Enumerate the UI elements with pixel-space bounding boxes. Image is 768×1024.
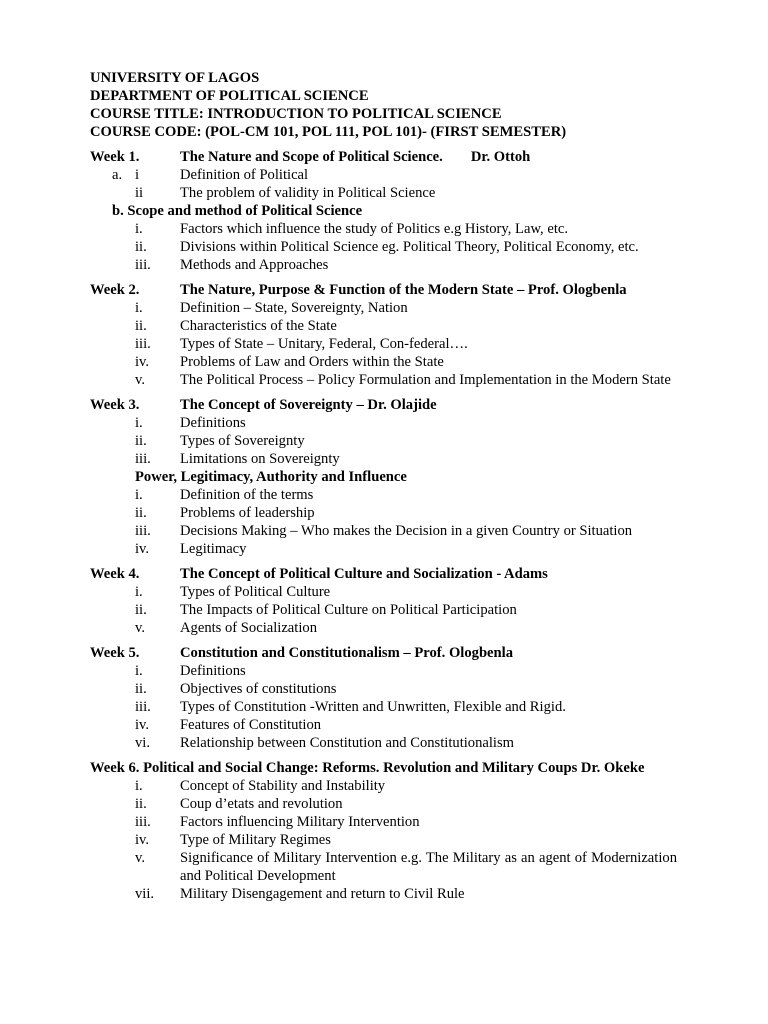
item-marker: v. [135, 620, 145, 636]
item-marker: vii. [135, 886, 155, 902]
week-label: Week 4. [90, 566, 140, 582]
item-text: Types of Political Culture [180, 584, 331, 600]
item-text: Relationship between Constitution and Constitutionalism [180, 735, 515, 751]
item-marker: iii. [135, 336, 151, 352]
item-text: Agents of Socialization [180, 620, 317, 636]
item-marker: ii. [135, 602, 147, 618]
item-text: Coup d’etats and revolution [180, 796, 343, 812]
section-heading [90, 202, 678, 220]
list-item [90, 716, 678, 734]
item-marker: i. [135, 221, 143, 237]
item-text: Factors which influence the study of Politics e.g History, Law, etc. [180, 221, 568, 237]
week-title: The Nature, Purpose & Function of the Modern State – Prof. Ologbenla [180, 282, 627, 298]
item-text: Definition – State, Sovereignty, Nation [180, 300, 408, 316]
item-marker: iii. [135, 257, 151, 273]
list-item [90, 220, 678, 238]
item-text: The problem of validity in Political Science [180, 185, 436, 201]
list-item [90, 698, 678, 716]
list-item [90, 238, 678, 256]
item-text: Types of Sovereignty [180, 433, 305, 449]
item-text: Problems of leadership [180, 505, 315, 521]
item-marker: iii. [135, 523, 151, 539]
item-marker: iv. [135, 541, 150, 557]
item-marker: ii [135, 185, 144, 201]
week-6-heading [90, 759, 678, 777]
item-marker: i. [135, 300, 143, 316]
week-5-heading [90, 644, 678, 662]
item-marker: vi. [135, 735, 150, 751]
item-text: Methods and Approaches [180, 257, 329, 273]
item-marker: ii. [135, 505, 147, 521]
list-item [90, 371, 678, 389]
week-title-text: The Nature and Scope of Political Science. [180, 149, 443, 165]
item-text: Decisions Making – Who makes the Decision in a given Country or Situation [180, 523, 633, 539]
list-item [90, 353, 678, 371]
week-1-heading [90, 148, 678, 166]
list-item [90, 540, 678, 558]
list-item [90, 256, 678, 274]
list-item [90, 486, 678, 504]
list-item [90, 583, 678, 601]
item-marker: iv. [135, 832, 150, 848]
item-text: Features of Constitution [180, 717, 322, 733]
list-item [90, 450, 678, 468]
item-marker: i. [135, 584, 143, 600]
item-text: Problems of Law and Orders within the State [180, 354, 444, 370]
item-marker: ii. [135, 433, 147, 449]
list-item [90, 601, 678, 619]
item-text: Military Disengagement and return to Civil Rule [180, 886, 465, 902]
item-text: Definitions [180, 663, 246, 679]
item-text: Types of Constitution -Written and Unwritten, Flexible and Rigid. [180, 699, 566, 715]
list-item [90, 166, 678, 184]
item-marker: i. [135, 487, 143, 503]
item-marker: v. [135, 372, 145, 388]
course-outline [90, 148, 678, 903]
week-3-heading [90, 396, 678, 414]
item-marker: iv. [135, 354, 150, 370]
item-text: The Impacts of Political Culture on Political Participation [180, 602, 517, 618]
section-heading-text: Power, Legitimacy, Authority and Influence [135, 469, 407, 485]
week-title: The Concept of Political Culture and Socialization - Adams [180, 566, 548, 582]
week-title: Week 6. Political and Social Change: Reforms. Revolution and Military Coups Dr. Okeke [90, 760, 645, 776]
course-code: COURSE CODE: (POL-CM 101, POL 111, POL 101)- (FIRST SEMESTER) [90, 124, 567, 140]
item-marker: iv. [135, 717, 150, 733]
item-marker: iii. [135, 451, 151, 467]
list-item [90, 734, 678, 752]
item-marker: ii. [135, 318, 147, 334]
university-name: UNIVERSITY OF LAGOS [90, 70, 260, 86]
item-text: Types of State – Unitary, Federal, Con-federal…. [180, 336, 468, 352]
week-4-heading [90, 565, 678, 583]
list-item [90, 504, 678, 522]
week-title: The Concept of Sovereignty – Dr. Olajide [180, 397, 437, 413]
section-marker: a. [112, 167, 123, 183]
item-text: Definitions [180, 415, 246, 431]
section-heading-text: b. Scope and method of Political Science [112, 203, 363, 219]
list-item [90, 184, 678, 202]
list-item [90, 335, 678, 353]
item-marker: i. [135, 415, 143, 431]
item-text: Definition of the terms [180, 487, 314, 503]
list-item [90, 432, 678, 450]
week-label: Week 1. [90, 149, 140, 165]
list-item [90, 680, 678, 698]
list-item [90, 885, 678, 903]
item-text: Definition of Political [180, 167, 309, 183]
week-label: Week 5. [90, 645, 140, 661]
item-text: Type of Military Regimes [180, 832, 331, 848]
list-item [90, 831, 678, 849]
item-text: Factors influencing Military Intervention [180, 814, 420, 830]
item-text: The Political Process – Policy Formulation and Implementation in the Modern State [180, 372, 671, 388]
item-marker: i. [135, 778, 143, 794]
week-label: Week 2. [90, 282, 140, 298]
list-item [90, 299, 678, 317]
document-header [90, 69, 566, 141]
section-heading [90, 468, 678, 486]
item-marker: ii. [135, 796, 147, 812]
item-text: Divisions within Political Science eg. Political Theory, Political Economy, etc. [180, 239, 639, 255]
item-marker: iii. [135, 699, 151, 715]
list-item [90, 619, 678, 637]
item-text: Legitimacy [180, 541, 247, 557]
item-text: Limitations on Sovereignty [180, 451, 340, 467]
lecturer-name: Dr. Ottoh [470, 149, 531, 165]
item-marker: v. [135, 850, 145, 866]
list-item [90, 662, 678, 680]
item-text: Characteristics of the State [180, 318, 337, 334]
list-item [90, 777, 678, 795]
department-name: DEPARTMENT OF POLITICAL SCIENCE [90, 88, 369, 104]
week-2-heading [90, 281, 678, 299]
item-text: Objectives of constitutions [180, 681, 337, 697]
item-marker: iii. [135, 814, 151, 830]
list-item [90, 414, 678, 432]
list-item [90, 813, 678, 831]
item-text: Concept of Stability and Instability [180, 778, 386, 794]
item-marker: ii. [135, 681, 147, 697]
item-text: Significance of Military Intervention e.g. The Military as an agent of Modernization and Political Development [180, 850, 677, 884]
list-item [90, 522, 678, 540]
course-title: COURSE TITLE: INTRODUCTION TO POLITICAL SCIENCE [90, 106, 502, 122]
list-item [90, 317, 678, 335]
week-title: Constitution and Constitutionalism – Prof. Ologbenla [180, 645, 514, 661]
list-item [90, 795, 678, 813]
week-label: Week 3. [90, 397, 140, 413]
item-marker: i [135, 167, 140, 183]
item-marker: i. [135, 663, 143, 679]
list-item [90, 849, 678, 885]
item-marker: ii. [135, 239, 147, 255]
week-title [180, 148, 530, 166]
